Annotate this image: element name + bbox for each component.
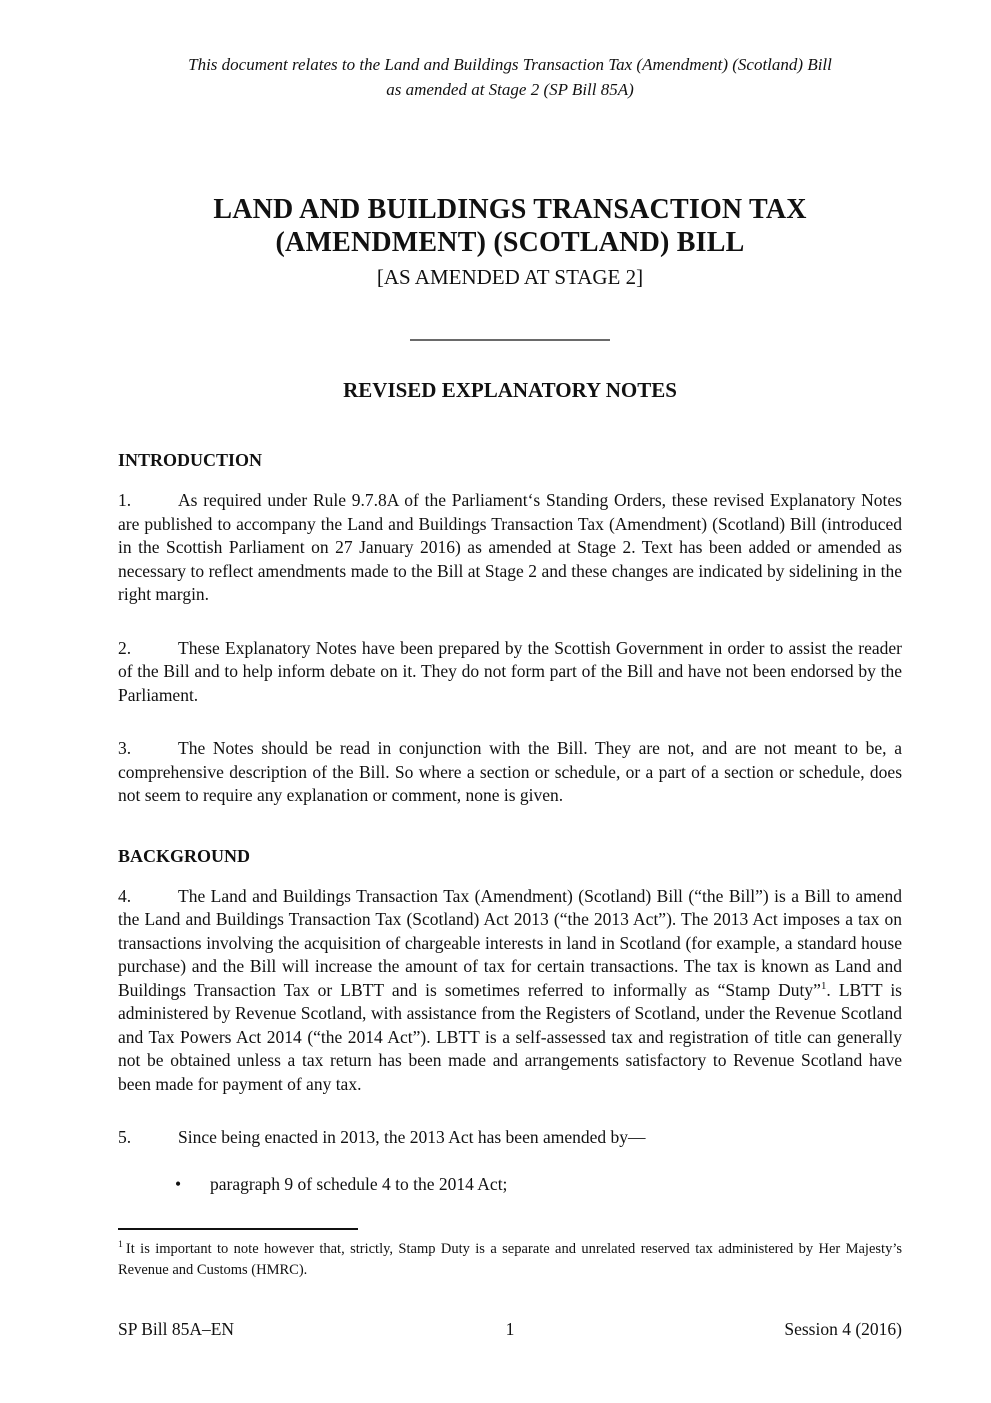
- header-note-line1: This document relates to the Land and Buildings Transaction Tax (Amendment) (Scotland) Bill: [188, 55, 832, 74]
- paragraph-4: [118, 885, 902, 1097]
- document-title: [118, 193, 902, 259]
- doc-subtitle: REVISED EXPLANATORY NOTES: [343, 378, 677, 402]
- paragraph-1: [118, 489, 902, 607]
- paragraph-5: [118, 1126, 902, 1150]
- title-block: [118, 193, 902, 291]
- footnote-divider: [118, 1228, 358, 1230]
- paragraph-5-text: Since being enacted in 2013, the 2013 Act has been amended by—: [178, 1127, 646, 1147]
- paragraph-3: [118, 737, 902, 808]
- header-note-line2: as amended at Stage 2 (SP Bill 85A): [386, 80, 634, 99]
- footnote-marker: 1: [118, 1239, 123, 1251]
- paragraph-3-number: 3.: [118, 738, 132, 758]
- paragraph-2-text: These Explanatory Notes have been prepared by the Scottish Government in order to assist the reader of the Bill and to help inform debate on it. They do not form part of the Bill and have not been endorsed by the Parliament.: [118, 637, 902, 705]
- paragraph-1-number: 1.: [118, 490, 132, 510]
- title-line-1: LAND AND BUILDINGS TRANSACTION TAX: [213, 194, 807, 225]
- bullet-item-text: paragraph 9 of schedule 4 to the 2014 Act;: [210, 1173, 508, 1194]
- section-heading-introduction: INTRODUCTION: [118, 450, 263, 470]
- paragraph-5-number: 5.: [118, 1127, 132, 1147]
- footnote-block: [118, 1228, 902, 1281]
- paragraph-3-text: The Notes should be read in conjunction with the Bill. They are not, and are not meant to be, a comprehensive description of the Bill. So where a section or schedule, or a part of a section or schedule, does not seem to require any explanation or comment, none is given.: [118, 738, 902, 805]
- stage-note: [AS AMENDED AT STAGE 2]: [376, 265, 644, 289]
- page-content: [118, 0, 902, 1196]
- bullet-icon: •: [175, 1173, 182, 1194]
- footnote: [118, 1239, 902, 1281]
- section-heading-background: BACKGROUND: [118, 845, 251, 866]
- bullet-list-item: [118, 1173, 902, 1197]
- title-divider: [410, 339, 610, 341]
- header-note: [118, 52, 902, 102]
- paragraph-2-number: 2.: [118, 637, 132, 658]
- footnote-reference-1: 1: [820, 979, 827, 992]
- footer-bill-number: SP Bill 85A–EN: [118, 1319, 235, 1339]
- footer-page-number: 1: [505, 1319, 515, 1339]
- paragraph-4-text-b: . LBTT is administered by Revenue Scotland, with assistance from the Registers of Scotland, under the Revenue Scotland and Tax Powers Act 2014 (“the 2014 Act”). LBTT is a self-assessed tax and registration of title can generally not be obtained unless a tax return has been made and arrangements satisfactory to Revenue Scotland have been made for payment of any tax.: [118, 979, 902, 1094]
- footnote-text: It is important to note however that, strictly, Stamp Duty is a separate and unrelated reserved tax administered by Her Majesty’s Revenue and Customs (HMRC).: [118, 1241, 902, 1278]
- paragraph-1-text: As required under Rule 9.7.8A of the Parliament‘s Standing Orders, these revised Explanatory Notes are published to accompany the Land and Buildings Transaction Tax (Amendment) (Scotland) Bill (introduced in the Scottish Parliament on 27 January 2016) as amended at Stage 2. Text has been added or amended as necessary to reflect amendments made to the Bill at Stage 2 and these changes are indicated by sidelining in the right margin.: [118, 490, 902, 604]
- title-line-2: (AMENDMENT) (SCOTLAND) BILL: [275, 227, 745, 258]
- paragraph-4-number: 4.: [118, 885, 132, 906]
- paragraph-4-text-a: The Land and Buildings Transaction Tax (Amendment) (Scotland) Bill (“the Bill”) is a Bill to amend the Land and Buildings Transaction Tax (Scotland) Act 2013 (“the 2013 Act”). The 2013 Act imposes a tax on transactions involving the acquisition of chargeable interests in land in Scotland (for example, a standard house purchase) and the Bill will increase the amount of tax for certain transactions. The tax is known as Land and Buildings Transaction Tax or LBTT and is sometimes referred to informally as “Stamp Duty”: [118, 885, 902, 1000]
- footer-session: Session 4 (2016): [784, 1319, 902, 1339]
- paragraph-2: [118, 637, 902, 708]
